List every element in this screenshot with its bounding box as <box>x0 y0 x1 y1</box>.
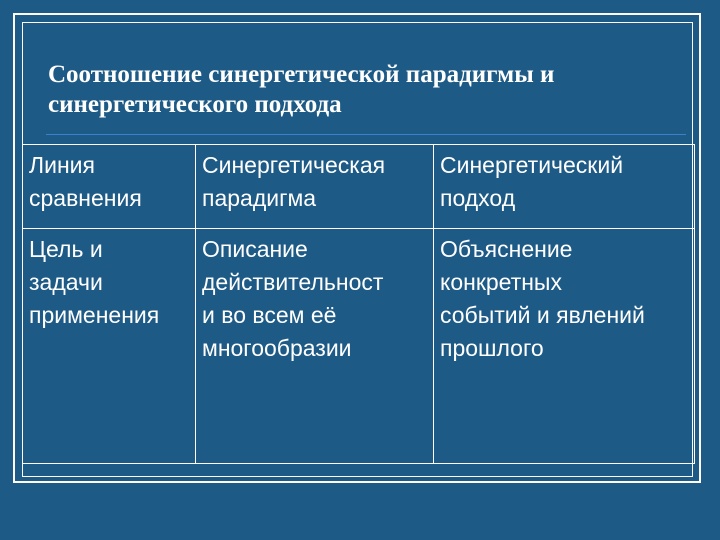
row-label-cell: Цель и задачи применения <box>23 229 196 464</box>
header-cell-approach: Синергетический подход <box>434 145 695 229</box>
table-header-row <box>23 145 695 229</box>
paradigm-cell: Описание действительност и во всем её многообразии <box>196 229 434 464</box>
comparison-table <box>22 144 695 464</box>
table-row <box>23 229 695 464</box>
title-divider <box>46 134 686 135</box>
header-cell-paradigm: Синергетическая парадигма <box>196 145 434 229</box>
slide-title: Соотношение синергетической парадигмы и синергетического подхода <box>48 61 555 118</box>
header-cell-comparison-line: Линия сравнения <box>23 145 196 229</box>
approach-cell: Объяснение конкретных событий и явлений прошлого <box>434 229 695 464</box>
